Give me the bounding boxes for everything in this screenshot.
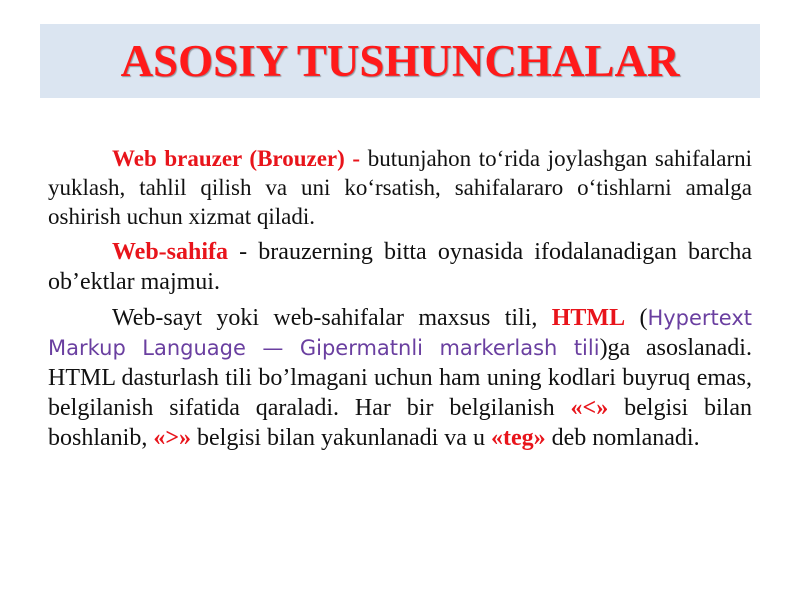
title-banner [40, 24, 760, 98]
paragraph-web-page [48, 237, 752, 297]
html-text-6: deb nomlanadi. [545, 425, 700, 451]
paragraph-html [48, 303, 752, 453]
paragraph-web-browser [48, 144, 752, 231]
term-separator: - [344, 146, 368, 171]
term-open-bracket: «<» [570, 395, 609, 421]
definition-web-page: - brauzerning bitta oynasida ifodalanadigan barcha ob’ektlar majmui. [48, 239, 752, 295]
slide-body [48, 144, 752, 459]
html-text-4: belgisi bilan boshlanib, [48, 395, 752, 451]
html-text-3: )ga asoslanadi. HTML dasturlash tili bo’lmagani uchun ham uning kodlari buyruq emas, belgilanish sifatida qaraladi. Har bir belgilanish [48, 335, 752, 421]
term-web-browser: Web brauzer (Brouzer) [112, 146, 345, 171]
term-close-bracket: «>» [153, 425, 192, 451]
html-text-1: Web-sayt yoki web-sahifalar maxsus tili, [112, 305, 552, 331]
term-tag: «teg» [490, 425, 546, 451]
html-text-2: ( [625, 305, 648, 331]
slide-title: ASOSIY TUSHUNCHALAR [120, 35, 680, 86]
html-expansion: Hypertext Markup Language — Gipermatnli markerlash tili [48, 306, 753, 360]
html-text-5: belgisi bilan yakunlanadi va u [191, 425, 491, 451]
definition-web-browser: butunjahon to‘rida joylashgan sahifalarni yuklash, tahlil qilish va uni ko‘rsatish, sahifalararo o‘tishlarni amalga oshirish uchun xizmat qiladi. [48, 146, 752, 229]
term-html: HTML [551, 305, 626, 331]
term-web-page: Web-sahifa [112, 239, 229, 265]
